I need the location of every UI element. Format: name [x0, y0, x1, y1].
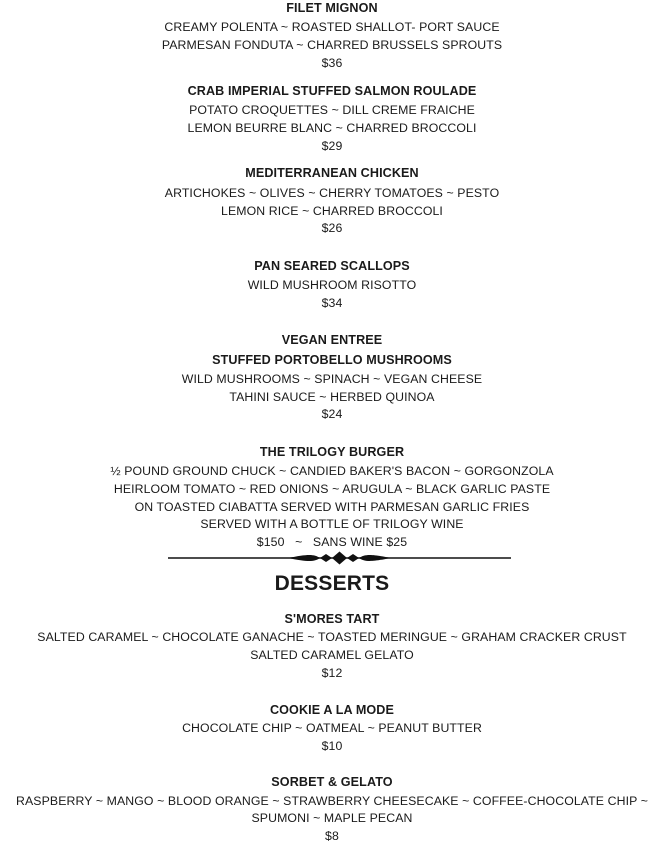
menu-item-description: WILD MUSHROOM RISOTTO	[247, 278, 417, 292]
menu-item-description: PARMESAN FONDUTA ~ CHARRED BRUSSELS SPROUTS	[161, 38, 503, 52]
menu-item-description: HEIRLOOM TOMATO ~ RED ONIONS ~ ARUGULA ~ BLACK GARLIC PASTE	[113, 482, 551, 496]
menu-item-price: $150 ~ SANS WINE $25	[256, 535, 408, 549]
menu-item-title: PAN SEARED SCALLOPS	[254, 259, 410, 273]
menu-item-description: SALTED CARAMEL ~ CHOCOLATE GANACHE ~ TOASTED MERINGUE ~ GRAHAM CRACKER CRUST	[37, 630, 627, 644]
menu-item-description: TAHINI SAUCE ~ HERBED QUINOA	[229, 390, 435, 404]
menu-item-description: SALTED CARAMEL GELATO	[250, 648, 414, 662]
menu-item-description: LEMON BEURRE BLANC ~ CHARRED BROCCOLI	[187, 121, 477, 135]
menu-item-description: CREAMY POLENTA ~ ROASTED SHALLOT- PORT SAUCE	[164, 20, 500, 34]
menu-item-title: FILET MIGNON	[286, 1, 378, 15]
menu-item-title: SORBET & GELATO	[271, 775, 393, 789]
section-heading-desserts: DESSERTS	[274, 572, 390, 595]
menu-item-subtitle: STUFFED PORTOBELLO MUSHROOMS	[212, 353, 452, 367]
menu-item-price: $8	[325, 829, 339, 843]
menu-item-price: $10	[321, 739, 343, 753]
menu-item-price: $24	[321, 407, 343, 421]
menu-item-description: SPUMONI ~ MAPLE PECAN	[251, 811, 413, 825]
menu-item-title: CRAB IMPERIAL STUFFED SALMON ROULADE	[187, 84, 477, 98]
menu-item-description: ½ POUND GROUND CHUCK ~ CANDIED BAKER'S BACON ~ GORGONZOLA	[110, 464, 554, 478]
menu-item-description: ARTICHOKES ~ OLIVES ~ CHERRY TOMATOES ~ PESTO	[164, 186, 500, 200]
menu-item-title: S'MORES TART	[284, 612, 380, 626]
menu-item-description: POTATO CROQUETTES ~ DILL CREME FRAICHE	[189, 103, 475, 117]
menu-item-title: VEGAN ENTREE	[281, 333, 383, 347]
menu-item-price: $29	[321, 139, 343, 153]
menu-item-description: RASPBERRY ~ MANGO ~ BLOOD ORANGE ~ STRAWBERRY CHEESECAKE ~ COFFEE-CHOCOLATE CHIP ~	[16, 794, 648, 808]
menu-item-description: ON TOASTED CIABATTA SERVED WITH PARMESAN GARLIC FRIES	[134, 500, 530, 514]
menu-item-description: CHOCOLATE CHIP ~ OATMEAL ~ PEANUT BUTTER	[182, 721, 482, 735]
menu-item-price: $36	[321, 56, 343, 70]
menu-item-description: SERVED WITH A BOTTLE OF TRILOGY WINE	[200, 517, 464, 531]
menu-item-price: $12	[321, 666, 343, 680]
menu-item-price: $26	[321, 221, 343, 235]
menu-item-title: MEDITERRANEAN CHICKEN	[245, 166, 419, 180]
menu-item-description: LEMON RICE ~ CHARRED BROCCOLI	[221, 204, 443, 218]
menu-item-title: THE TRILOGY BURGER	[259, 445, 405, 459]
menu-item-title: COOKIE A LA MODE	[269, 703, 395, 717]
menu-item-description: WILD MUSHROOMS ~ SPINACH ~ VEGAN CHEESE	[181, 372, 483, 386]
ornamental-divider	[168, 549, 511, 567]
menu-item-price: $34	[321, 296, 343, 310]
